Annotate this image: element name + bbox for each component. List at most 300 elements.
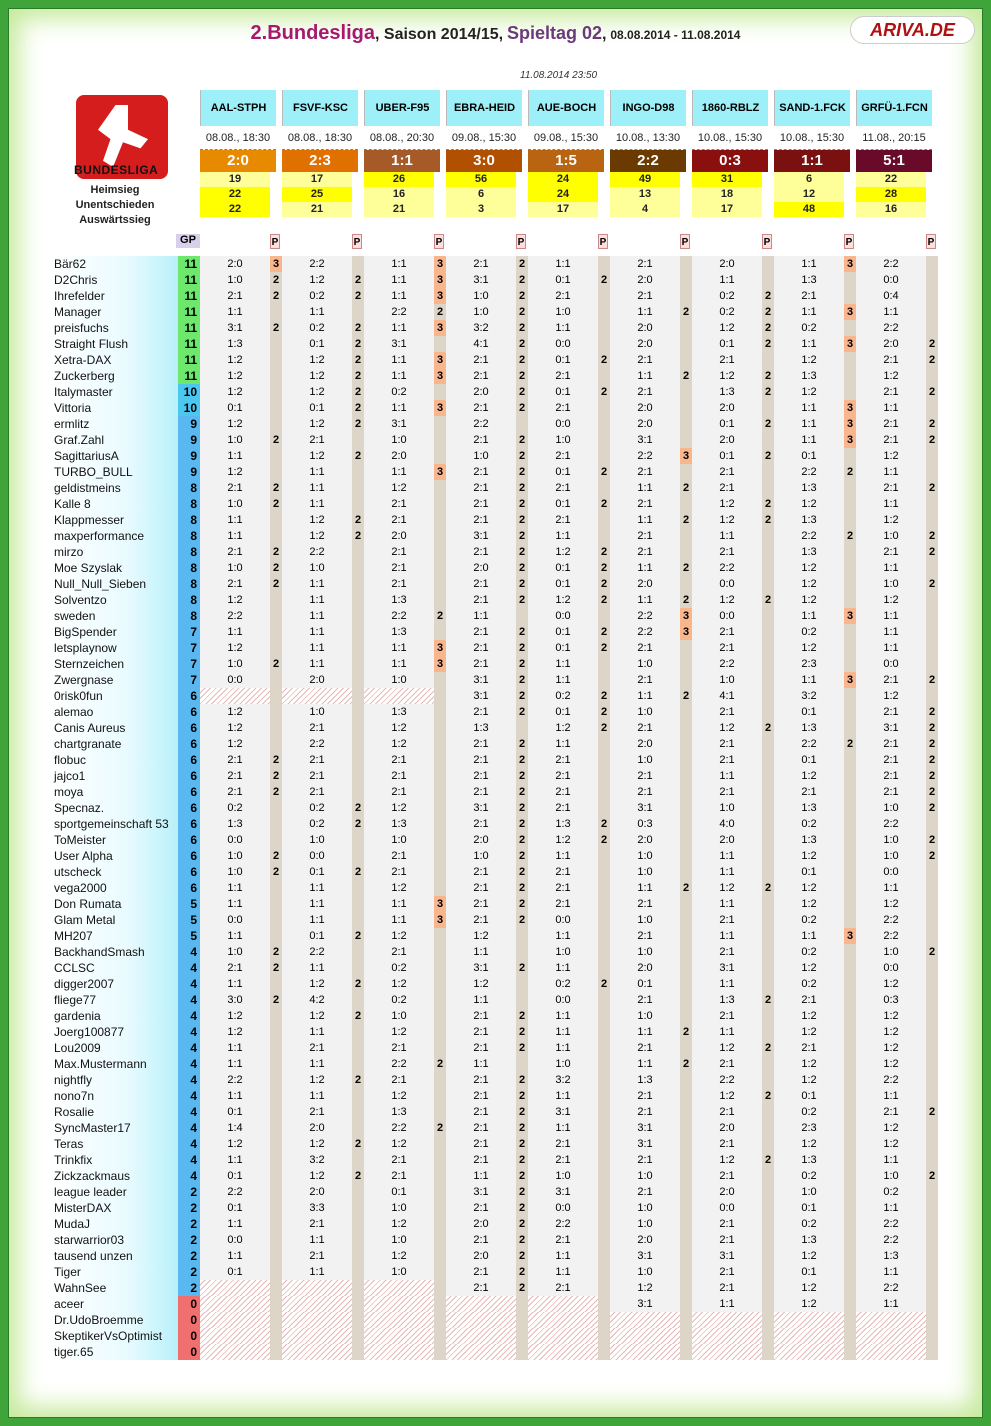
tip-points bbox=[434, 720, 446, 736]
tip-value: 2:1 bbox=[610, 1088, 680, 1104]
tip-cell bbox=[446, 752, 528, 768]
tip-cell bbox=[692, 1056, 774, 1072]
tip-cell bbox=[774, 640, 856, 656]
tip-cell bbox=[528, 1232, 610, 1248]
tip-value: 1:0 bbox=[200, 496, 270, 512]
tip-value: 2:1 bbox=[528, 512, 598, 528]
player-name[interactable]: Canis Aureus bbox=[52, 720, 178, 736]
tip-cell bbox=[282, 512, 364, 528]
tip-points bbox=[762, 864, 774, 880]
player-name[interactable]: preisfuchs bbox=[52, 320, 178, 336]
tip-points bbox=[680, 800, 692, 816]
tip-value: 1:1 bbox=[692, 896, 762, 912]
tip-points bbox=[844, 1168, 856, 1184]
tip-value: 1:1 bbox=[364, 288, 434, 304]
tip-cell bbox=[610, 1136, 692, 1152]
player-name[interactable]: vega2000 bbox=[52, 880, 178, 896]
tip-points bbox=[352, 944, 364, 960]
player-name[interactable]: sweden bbox=[52, 608, 178, 624]
tip-value: 1:2 bbox=[692, 880, 762, 896]
tip-cell bbox=[692, 384, 774, 400]
tip-points bbox=[352, 1152, 364, 1168]
player-points: 7 bbox=[178, 672, 200, 688]
tip-cell bbox=[610, 944, 692, 960]
tip-points bbox=[762, 1248, 774, 1264]
tip-cell bbox=[692, 1040, 774, 1056]
tip-cell bbox=[282, 720, 364, 736]
tip-value: 2:1 bbox=[610, 352, 680, 368]
tip-points bbox=[598, 1264, 610, 1280]
tip-cell bbox=[282, 1008, 364, 1024]
tip-points: 3 bbox=[844, 672, 856, 688]
tip-cell bbox=[610, 1040, 692, 1056]
tip-value: 1:1 bbox=[364, 912, 434, 928]
tip-points bbox=[762, 624, 774, 640]
player-name[interactable]: SyncMaster17 bbox=[52, 1120, 178, 1136]
player-name[interactable]: Max.Mustermann bbox=[52, 1056, 178, 1072]
tip-points bbox=[598, 960, 610, 976]
player-name[interactable]: D2Chris bbox=[52, 272, 178, 288]
tip-cell bbox=[774, 976, 856, 992]
player-name[interactable]: Null_Null_Sieben bbox=[52, 576, 178, 592]
player-name[interactable]: jajco1 bbox=[52, 768, 178, 784]
tip-value: 1:2 bbox=[282, 528, 352, 544]
tip-cell bbox=[774, 1168, 856, 1184]
tip-value: 1:1 bbox=[692, 1024, 762, 1040]
tip-points bbox=[762, 1120, 774, 1136]
player-name[interactable]: Zwergnase bbox=[52, 672, 178, 688]
tip-points bbox=[270, 720, 282, 736]
tip-points bbox=[598, 896, 610, 912]
table-row bbox=[52, 336, 942, 352]
tip-points bbox=[680, 736, 692, 752]
tip-value: 1:2 bbox=[774, 1024, 844, 1040]
tip-points bbox=[598, 1296, 610, 1312]
tip-cell bbox=[282, 1296, 364, 1312]
tip-value: 1:1 bbox=[282, 960, 352, 976]
tip-value: 1:2 bbox=[774, 1136, 844, 1152]
tip-value: 1:1 bbox=[528, 1040, 598, 1056]
tip-value: 1:1 bbox=[528, 928, 598, 944]
stat-away: 3 bbox=[446, 202, 516, 217]
player-name[interactable]: gardenia bbox=[52, 1008, 178, 1024]
tip-cell bbox=[774, 1072, 856, 1088]
tip-cell bbox=[282, 1136, 364, 1152]
label-heimsieg: Heimsieg bbox=[90, 184, 140, 196]
tip-cell bbox=[200, 384, 282, 400]
tip-cell bbox=[282, 1072, 364, 1088]
player-name[interactable]: 0risk0fun bbox=[52, 688, 178, 704]
tip-points bbox=[434, 880, 446, 896]
player-name[interactable]: mirzo bbox=[52, 544, 178, 560]
tip-value: 1:2 bbox=[856, 1040, 926, 1056]
player-name[interactable]: tiger.65 bbox=[52, 1344, 178, 1360]
tip-cell bbox=[282, 736, 364, 752]
player-name[interactable]: Solventzo bbox=[52, 592, 178, 608]
tip-value: 2:2 bbox=[200, 1184, 270, 1200]
player-name[interactable]: Bär62 bbox=[52, 256, 178, 272]
tip-value: 1:1 bbox=[200, 448, 270, 464]
tip-points bbox=[598, 1136, 610, 1152]
player-name[interactable]: Rosalie bbox=[52, 1104, 178, 1120]
tip-points: 2 bbox=[926, 352, 938, 368]
tip-value: 1:2 bbox=[200, 352, 270, 368]
tip-points bbox=[844, 576, 856, 592]
tip-points bbox=[598, 1200, 610, 1216]
tip-points bbox=[844, 1024, 856, 1040]
tip-points bbox=[762, 960, 774, 976]
tip-cell bbox=[692, 1136, 774, 1152]
player-name[interactable]: nightfly bbox=[52, 1072, 178, 1088]
tip-points bbox=[762, 272, 774, 288]
tip-points bbox=[762, 704, 774, 720]
tip-value: 2:1 bbox=[610, 1184, 680, 1200]
tip-points bbox=[598, 1248, 610, 1264]
tip-value: 2:0 bbox=[610, 832, 680, 848]
tip-cell bbox=[282, 1056, 364, 1072]
player-name[interactable]: Klappmesser bbox=[52, 512, 178, 528]
tip-cell bbox=[774, 256, 856, 272]
game-date: 09.08., 15:30 bbox=[528, 126, 604, 150]
tip-value: 2:1 bbox=[446, 1264, 516, 1280]
player-name[interactable]: Teras bbox=[52, 1136, 178, 1152]
tip-value: 2:1 bbox=[692, 912, 762, 928]
tip-cell bbox=[282, 1216, 364, 1232]
tip-cell bbox=[856, 496, 938, 512]
tip-cell bbox=[200, 432, 282, 448]
tip-points bbox=[270, 832, 282, 848]
player-name[interactable]: MisterDAX bbox=[52, 1200, 178, 1216]
player-name[interactable]: starwarrior03 bbox=[52, 1232, 178, 1248]
tip-value: 1:1 bbox=[610, 512, 680, 528]
player-name[interactable]: MudaJ bbox=[52, 1216, 178, 1232]
tip-cell bbox=[200, 272, 282, 288]
tip-value: 4:1 bbox=[446, 336, 516, 352]
tip-points bbox=[434, 384, 446, 400]
ariva-logo[interactable]: ARIVA.DE bbox=[850, 16, 975, 44]
tip-points bbox=[352, 544, 364, 560]
tip-points: 2 bbox=[352, 976, 364, 992]
player-name[interactable]: Tiger bbox=[52, 1264, 178, 1280]
tip-value: 2:1 bbox=[856, 544, 926, 560]
player-name[interactable]: Zuckerberg bbox=[52, 368, 178, 384]
game-code: INGO-D98 bbox=[610, 90, 686, 126]
tip-points bbox=[270, 400, 282, 416]
player-name[interactable]: tausend unzen bbox=[52, 1248, 178, 1264]
player-name[interactable]: sportgemeinschaft 53 bbox=[52, 816, 178, 832]
tip-cell bbox=[774, 1216, 856, 1232]
tip-value: 1:2 bbox=[364, 880, 434, 896]
tip-cell bbox=[528, 1072, 610, 1088]
player-name[interactable]: alemao bbox=[52, 704, 178, 720]
tip-points bbox=[680, 656, 692, 672]
tip-cell bbox=[200, 640, 282, 656]
tip-value: 3:1 bbox=[856, 720, 926, 736]
tip-points bbox=[680, 1120, 692, 1136]
tip-cell bbox=[200, 288, 282, 304]
player-name[interactable]: fliege77 bbox=[52, 992, 178, 1008]
tip-points bbox=[844, 944, 856, 960]
tip-points bbox=[844, 1216, 856, 1232]
tip-value: 1:2 bbox=[692, 592, 762, 608]
tip-value: 2:1 bbox=[528, 480, 598, 496]
tip-points: 2 bbox=[516, 1104, 528, 1120]
tip-points: 2 bbox=[270, 560, 282, 576]
tip-value: 0:2 bbox=[282, 288, 352, 304]
game-date: 10.08., 15:30 bbox=[692, 126, 768, 150]
player-name[interactable]: TURBO_BULL bbox=[52, 464, 178, 480]
player-name[interactable]: Straight Flush bbox=[52, 336, 178, 352]
date-range: 08.08.2014 - 11.08.2014 bbox=[610, 28, 741, 42]
player-name[interactable]: letsplaynow bbox=[52, 640, 178, 656]
tip-cell bbox=[528, 1120, 610, 1136]
tip-value: 0:2 bbox=[282, 800, 352, 816]
bundesliga-logo-text: BUNDESLIGA bbox=[74, 163, 159, 177]
player-name[interactable]: Ihrefelder bbox=[52, 288, 178, 304]
tip-cell bbox=[528, 976, 610, 992]
game-date: 08.08., 18:30 bbox=[282, 126, 358, 150]
player-name[interactable]: Graf.Zahl bbox=[52, 432, 178, 448]
table-row bbox=[52, 720, 942, 736]
tip-points bbox=[434, 624, 446, 640]
tip-value: 1:0 bbox=[856, 1168, 926, 1184]
tip-value: 0:1 bbox=[528, 464, 598, 480]
tip-cell bbox=[774, 672, 856, 688]
player-name[interactable]: chartgranate bbox=[52, 736, 178, 752]
player-name[interactable]: Glam Metal bbox=[52, 912, 178, 928]
tip-cell bbox=[528, 576, 610, 592]
tip-cell bbox=[446, 1312, 528, 1328]
tip-cell bbox=[282, 1120, 364, 1136]
player-points: 4 bbox=[178, 1168, 200, 1184]
tip-cell bbox=[774, 864, 856, 880]
player-points: 4 bbox=[178, 1040, 200, 1056]
tip-points: 2 bbox=[926, 416, 938, 432]
tip-value: 0:0 bbox=[692, 608, 762, 624]
tip-value: 1:1 bbox=[282, 480, 352, 496]
tip-value: 0:2 bbox=[528, 688, 598, 704]
tip-cell bbox=[692, 720, 774, 736]
tip-points: 2 bbox=[762, 320, 774, 336]
tip-points bbox=[844, 1280, 856, 1296]
tip-value: 2:1 bbox=[692, 736, 762, 752]
gp-header: GP bbox=[176, 234, 200, 248]
player-name[interactable]: Specnaz. bbox=[52, 800, 178, 816]
tip-value: 2:2 bbox=[856, 1280, 926, 1296]
tip-points bbox=[844, 864, 856, 880]
tip-cell bbox=[200, 1136, 282, 1152]
stat-away: 48 bbox=[774, 202, 844, 217]
player-name[interactable]: Vittoria bbox=[52, 400, 178, 416]
tip-value: 1:1 bbox=[282, 1024, 352, 1040]
player-name[interactable]: Sternzeichen bbox=[52, 656, 178, 672]
tip-cell bbox=[692, 1024, 774, 1040]
player-points: 9 bbox=[178, 464, 200, 480]
player-name[interactable]: moya bbox=[52, 784, 178, 800]
points-header: P bbox=[270, 234, 280, 249]
game-result: 1:5 bbox=[528, 150, 604, 172]
tip-points bbox=[926, 1264, 938, 1280]
tip-points: 2 bbox=[598, 272, 610, 288]
tip-points: 2 bbox=[844, 464, 856, 480]
tip-value: 1:0 bbox=[528, 944, 598, 960]
tip-cell bbox=[856, 816, 938, 832]
tip-value: 2:1 bbox=[774, 288, 844, 304]
game-date: 11.08., 20:15 bbox=[856, 126, 932, 150]
tip-cell bbox=[774, 1040, 856, 1056]
tip-value: 2:1 bbox=[692, 1008, 762, 1024]
tip-value bbox=[528, 1328, 598, 1344]
stat-draw: 28 bbox=[856, 187, 926, 202]
player-name[interactable]: Moe Szyslak bbox=[52, 560, 178, 576]
tip-cell bbox=[200, 1344, 282, 1360]
tip-cell bbox=[528, 864, 610, 880]
tip-value: 2:2 bbox=[692, 656, 762, 672]
tip-value bbox=[200, 1280, 270, 1296]
tip-points: 2 bbox=[352, 864, 364, 880]
tip-cell bbox=[856, 672, 938, 688]
tip-points bbox=[762, 640, 774, 656]
tip-value: 1:1 bbox=[282, 896, 352, 912]
tip-value: 0:2 bbox=[774, 816, 844, 832]
tip-value: 1:0 bbox=[610, 1216, 680, 1232]
player-name[interactable]: MH207 bbox=[52, 928, 178, 944]
player-name[interactable]: SagittariusA bbox=[52, 448, 178, 464]
tip-cell bbox=[364, 400, 446, 416]
tip-value: 1:2 bbox=[692, 1040, 762, 1056]
tip-points: 2 bbox=[352, 336, 364, 352]
player-name[interactable]: ermlitz bbox=[52, 416, 178, 432]
player-name[interactable]: User Alpha bbox=[52, 848, 178, 864]
tip-value: 1:0 bbox=[610, 1008, 680, 1024]
tip-value: 1:2 bbox=[774, 1248, 844, 1264]
player-name[interactable]: Manager bbox=[52, 304, 178, 320]
tip-points bbox=[926, 608, 938, 624]
tip-value: 2:1 bbox=[364, 1072, 434, 1088]
tip-value: 1:0 bbox=[528, 1168, 598, 1184]
tip-points bbox=[762, 1056, 774, 1072]
tip-cell bbox=[856, 352, 938, 368]
tip-value: 2:1 bbox=[774, 784, 844, 800]
tip-value: 0:0 bbox=[200, 672, 270, 688]
table-row bbox=[52, 1008, 942, 1024]
tip-points bbox=[270, 1312, 282, 1328]
tip-value bbox=[200, 1344, 270, 1360]
player-points: 9 bbox=[178, 416, 200, 432]
tip-value: 1:2 bbox=[364, 1136, 434, 1152]
player-name[interactable]: Dr.UdoBroemme bbox=[52, 1312, 178, 1328]
tip-cell bbox=[856, 752, 938, 768]
player-name[interactable]: Don Rumata bbox=[52, 896, 178, 912]
tip-value bbox=[282, 1296, 352, 1312]
player-points: 11 bbox=[178, 304, 200, 320]
tip-cell bbox=[856, 1184, 938, 1200]
tip-cell bbox=[282, 944, 364, 960]
player-name[interactable]: nono7n bbox=[52, 1088, 178, 1104]
tip-points bbox=[270, 896, 282, 912]
player-name[interactable]: utscheck bbox=[52, 864, 178, 880]
tip-value: 0:1 bbox=[774, 704, 844, 720]
player-name[interactable]: geldistmeins bbox=[52, 480, 178, 496]
tip-value: 2:1 bbox=[446, 752, 516, 768]
player-name[interactable]: Xetra-DAX bbox=[52, 352, 178, 368]
tip-value: 1:2 bbox=[856, 1056, 926, 1072]
player-name[interactable]: maxperformance bbox=[52, 528, 178, 544]
tip-points bbox=[844, 688, 856, 704]
tip-cell bbox=[200, 592, 282, 608]
player-name[interactable]: SkeptikerVsOptimist bbox=[52, 1328, 178, 1344]
tip-points: 2 bbox=[680, 304, 692, 320]
player-name[interactable]: flobuc bbox=[52, 752, 178, 768]
player-name[interactable]: Trinkfix bbox=[52, 1152, 178, 1168]
tip-value: 1:2 bbox=[282, 512, 352, 528]
tip-value bbox=[200, 1312, 270, 1328]
tip-points: 2 bbox=[516, 1280, 528, 1296]
tip-points: 2 bbox=[434, 608, 446, 624]
tip-points: 2 bbox=[680, 592, 692, 608]
tip-points: 3 bbox=[434, 352, 446, 368]
player-name[interactable]: Italymaster bbox=[52, 384, 178, 400]
tip-points bbox=[926, 1248, 938, 1264]
player-name[interactable]: aceer bbox=[52, 1296, 178, 1312]
player-name[interactable]: Zickzackmaus bbox=[52, 1168, 178, 1184]
tip-points bbox=[762, 976, 774, 992]
player-name[interactable]: WahnSee bbox=[52, 1280, 178, 1296]
player-name[interactable]: CCLSC bbox=[52, 960, 178, 976]
tip-cell bbox=[856, 1232, 938, 1248]
tip-value: 1:1 bbox=[446, 944, 516, 960]
player-name[interactable]: digger2007 bbox=[52, 976, 178, 992]
tip-cell bbox=[282, 448, 364, 464]
tip-cell bbox=[446, 448, 528, 464]
tip-value: 3:3 bbox=[282, 1200, 352, 1216]
player-name[interactable]: BigSpender bbox=[52, 624, 178, 640]
player-name[interactable]: Joerg100877 bbox=[52, 1024, 178, 1040]
tip-cell bbox=[610, 576, 692, 592]
tip-cell bbox=[282, 1152, 364, 1168]
player-name[interactable]: BackhandSmash bbox=[52, 944, 178, 960]
tip-value: 1:1 bbox=[610, 304, 680, 320]
tip-points: 3 bbox=[844, 400, 856, 416]
player-points: 11 bbox=[178, 256, 200, 272]
player-name[interactable]: Kalle 8 bbox=[52, 496, 178, 512]
player-name[interactable]: Lou2009 bbox=[52, 1040, 178, 1056]
tip-cell bbox=[528, 896, 610, 912]
tip-value: 2:0 bbox=[446, 1216, 516, 1232]
tip-value: 1:0 bbox=[200, 864, 270, 880]
tip-points bbox=[680, 336, 692, 352]
tip-cell bbox=[200, 608, 282, 624]
tip-cell bbox=[610, 512, 692, 528]
tip-points: 2 bbox=[516, 480, 528, 496]
tip-cell bbox=[200, 928, 282, 944]
tip-cell bbox=[446, 464, 528, 480]
player-name[interactable]: league leader bbox=[52, 1184, 178, 1200]
tip-cell bbox=[692, 800, 774, 816]
tip-points bbox=[680, 752, 692, 768]
tip-points: 2 bbox=[598, 688, 610, 704]
tip-points bbox=[680, 416, 692, 432]
tip-value: 2:1 bbox=[610, 1040, 680, 1056]
game-column-4 bbox=[528, 90, 604, 217]
tip-points bbox=[434, 576, 446, 592]
tip-value: 1:2 bbox=[774, 960, 844, 976]
tip-points bbox=[844, 912, 856, 928]
game-code: AAL-STPH bbox=[200, 90, 276, 126]
player-name[interactable]: ToMeister bbox=[52, 832, 178, 848]
tip-cell bbox=[200, 912, 282, 928]
tip-value: 2:1 bbox=[282, 432, 352, 448]
